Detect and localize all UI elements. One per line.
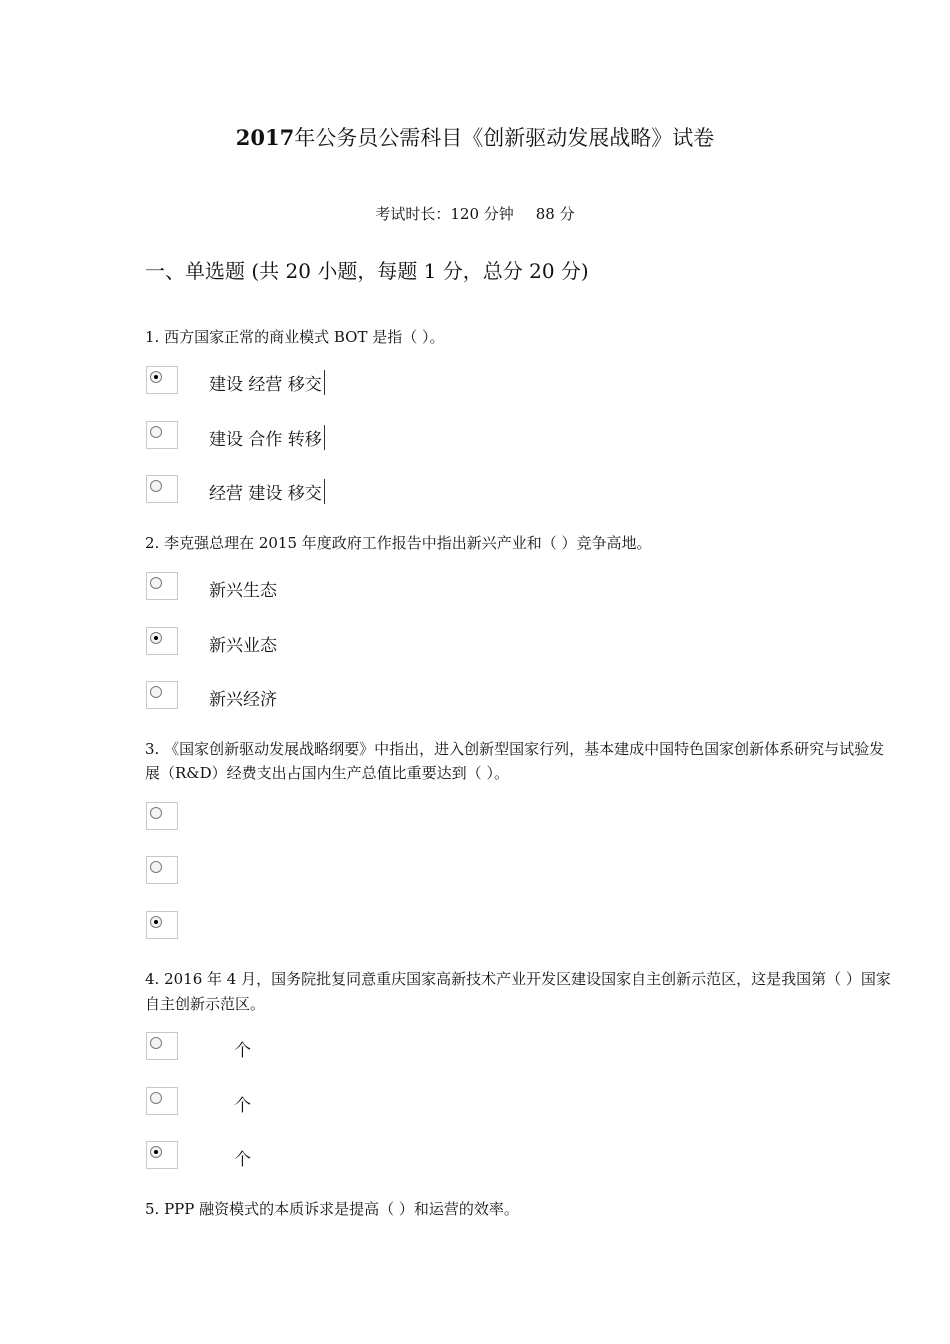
radio-selected-dot-icon bbox=[154, 375, 158, 379]
question-3-line-2: 展（R&D）经费支出占国内生产总值比重要达到（ ）。 bbox=[145, 764, 509, 782]
option-label: 建设 经营 移交 bbox=[209, 370, 325, 395]
radio-button[interactable] bbox=[146, 1032, 178, 1060]
title-year: 2017 bbox=[235, 125, 295, 150]
radio-circle-icon bbox=[150, 480, 162, 492]
option-label: 个 bbox=[234, 1096, 251, 1116]
radio-button[interactable] bbox=[146, 1141, 178, 1169]
exam-score: 88 分 bbox=[535, 205, 575, 223]
section-heading: 一、单选题 (共 20 小题，每题 1 分，总分 20 分) bbox=[145, 259, 589, 283]
radio-button[interactable] bbox=[146, 572, 178, 600]
exam-duration: 考试时长：120 分钟 bbox=[375, 205, 514, 223]
question-2-text: 2. 李克强总理在 2015 年度政府工作报告中指出新兴产业和（ ）竞争高地。 bbox=[145, 534, 652, 552]
radio-circle-icon bbox=[150, 861, 162, 873]
exam-info bbox=[0, 203, 950, 224]
radio-circle-icon bbox=[150, 1037, 162, 1049]
option-label: 新兴生态 bbox=[209, 581, 277, 601]
page-title bbox=[0, 122, 950, 152]
question-5-text: 5. PPP 融资模式的本质诉求是提高（ ）和运营的效率。 bbox=[145, 1200, 519, 1218]
question-4-line-2: 自主创新示范区。 bbox=[145, 995, 266, 1013]
question-1-text: 1. 西方国家正常的商业模式 BOT 是指（ ）。 bbox=[145, 328, 445, 346]
radio-selected-dot-icon bbox=[154, 920, 158, 924]
radio-button[interactable] bbox=[146, 475, 178, 503]
radio-button[interactable] bbox=[146, 421, 178, 449]
radio-circle-icon bbox=[150, 371, 162, 383]
question-4-line-1: 4. 2016 年 4 月，国务院批复同意重庆国家高新技术产业开发区建设国家自主创新示范区，这是我国第（ ）国家 bbox=[145, 970, 891, 988]
option-label: 经营 建设 移交 bbox=[209, 479, 325, 504]
radio-button[interactable] bbox=[146, 802, 178, 830]
radio-circle-icon bbox=[150, 807, 162, 819]
radio-circle-icon bbox=[150, 426, 162, 438]
radio-circle-icon bbox=[150, 1146, 162, 1158]
radio-button[interactable] bbox=[146, 627, 178, 655]
option-label: 个 bbox=[234, 1150, 251, 1170]
question-3-line-1: 3. 《国家创新驱动发展战略纲要》中指出，进入创新型国家行列，基本建成中国特色国家创新体系研究与试验发 bbox=[145, 740, 885, 758]
option-label: 建设 合作 转移 bbox=[209, 425, 325, 450]
radio-button[interactable] bbox=[146, 911, 178, 939]
radio-button[interactable] bbox=[146, 1087, 178, 1115]
radio-circle-icon bbox=[150, 577, 162, 589]
radio-circle-icon bbox=[150, 1092, 162, 1104]
title-rest: 年公务员公需科目《创新驱动发展战略》试卷 bbox=[294, 126, 715, 150]
option-label: 个 bbox=[234, 1041, 251, 1061]
radio-selected-dot-icon bbox=[154, 636, 158, 640]
radio-button[interactable] bbox=[146, 856, 178, 884]
radio-button[interactable] bbox=[146, 681, 178, 709]
radio-button[interactable] bbox=[146, 366, 178, 394]
radio-circle-icon bbox=[150, 916, 162, 928]
radio-selected-dot-icon bbox=[154, 1150, 158, 1154]
radio-circle-icon bbox=[150, 632, 162, 644]
option-label: 新兴经济 bbox=[209, 690, 277, 710]
radio-circle-icon bbox=[150, 686, 162, 698]
option-label: 新兴业态 bbox=[209, 636, 277, 656]
